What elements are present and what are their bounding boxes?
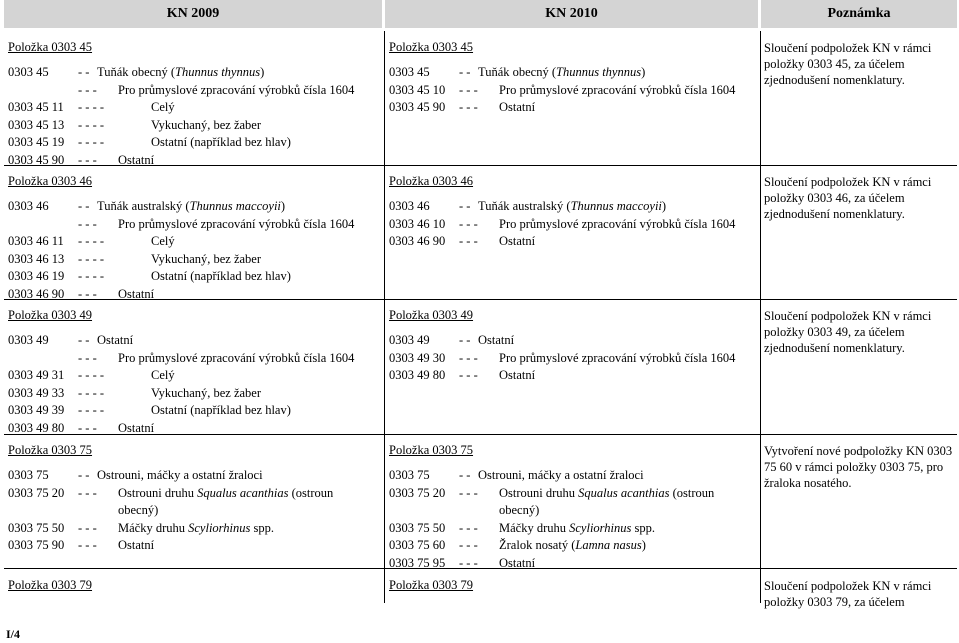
cn-code: 0303 75 50 [389, 520, 446, 535]
cn-code: 0303 75 95 [389, 555, 446, 570]
item-heading: Položka 0303 75 [389, 443, 474, 457]
description: Ostatní [499, 234, 536, 248]
cn-code: 0303 45 13 [8, 117, 65, 132]
level-dashes: - - [459, 65, 471, 79]
level-dashes: - - [459, 199, 471, 213]
cn-code: 0303 46 90 [8, 286, 65, 301]
cn-code: 0303 75 20 [8, 485, 65, 500]
cn-code: 0303 45 90 [389, 100, 446, 114]
level-dashes: - - [459, 333, 471, 347]
cn-code: 0303 49 80 [389, 368, 446, 382]
description: Pro průmyslové zpracování výrobků čísla 1604 [499, 216, 736, 231]
level-dashes: - - [78, 65, 90, 79]
cn-code: 0303 45 10 [389, 82, 446, 97]
cn-code: 0303 45 [8, 65, 49, 79]
item-heading: Položka 0303 45 [8, 40, 93, 54]
level-dashes: - - [78, 199, 90, 213]
level-dashes: - - - [459, 538, 478, 552]
cn-code: 0303 75 20 [389, 485, 446, 500]
description: Ostatní [499, 100, 536, 114]
level-dashes: - - - [78, 420, 97, 435]
remark-text: Vytvoření nové podpoložky KN 0303 75 60 v rámci položky 0303 75, pro žraloka nosatého. [764, 444, 953, 490]
description: Ostrouni druhu Squalus acanthias (ostroun [499, 485, 715, 500]
level-dashes: - - - - [78, 135, 105, 149]
header-note: Poznámka [761, 0, 957, 28]
description: Ostatní (například bez hlav) [151, 135, 291, 149]
description: Tuňák obecný (Thunnus thynnus) [97, 65, 265, 79]
level-dashes: - - [459, 468, 471, 482]
level-dashes: - - - - [78, 269, 105, 283]
description: Pro průmyslové zpracování výrobků čísla 1604 [118, 216, 355, 231]
level-dashes: - - - - [78, 234, 105, 248]
description: Tuňák obecný (Thunnus thynnus) [478, 65, 646, 79]
cn-code: 0303 75 90 [8, 538, 65, 552]
remark-text: Sloučení podpoložek KN v rámci položky 0303 79, za účelem [764, 579, 932, 609]
cn-code: 0303 45 11 [8, 100, 64, 114]
cn-code: 0303 46 [389, 199, 430, 213]
item-heading: Položka 0303 46 [389, 174, 474, 188]
cn-code: 0303 75 [389, 468, 430, 482]
column-divider [760, 31, 761, 603]
item-heading: Položka 0303 49 [389, 308, 474, 322]
level-dashes: - - - [78, 82, 97, 97]
description: Ostrouni druhu Squalus acanthias (ostroun [118, 485, 334, 500]
description: Vykuchaný, bez žaber [151, 117, 262, 132]
level-dashes: - - - [78, 350, 97, 365]
cn-code: 0303 49 39 [8, 403, 65, 417]
remark-text: Sloučení podpoložek KN v rámci položky 0303 49, za účelem zjednodušení nomenklatury. [764, 309, 932, 355]
level-dashes: - - - [78, 520, 97, 535]
level-dashes: - - - [459, 100, 478, 114]
level-dashes: - - - - [78, 385, 105, 400]
cn-code: 0303 46 [8, 199, 49, 213]
section-separator [4, 568, 957, 569]
level-dashes: - - - [459, 216, 478, 231]
level-dashes: - - - [459, 368, 478, 382]
description: Tuňák australský (Thunnus maccoyii) [97, 199, 286, 213]
header-kn2010: KN 2010 [385, 0, 758, 28]
description: Ostrouni, máčky a ostatní žraloci [97, 468, 263, 482]
description: Ostatní [118, 538, 155, 552]
description: Ostatní [118, 152, 155, 167]
item-heading: Položka 0303 75 [8, 443, 93, 457]
description: obecný) [118, 503, 159, 517]
description: Ostatní [97, 333, 134, 347]
description: Ostatní (například bez hlav) [151, 403, 291, 417]
description: Máčky druhu Scyliorhinus spp. [118, 520, 275, 535]
cn-code: 0303 46 10 [389, 216, 446, 231]
description: Tuňák australský (Thunnus maccoyii) [478, 199, 667, 213]
level-dashes: - - - [459, 520, 478, 535]
level-dashes: - - - [459, 555, 478, 570]
description: Celý [151, 368, 175, 382]
cn-code: 0303 49 33 [8, 385, 65, 400]
cn-code: 0303 49 [389, 333, 430, 347]
level-dashes: - - - - [78, 368, 105, 382]
description: Celý [151, 100, 175, 114]
cn-code: 0303 75 50 [8, 520, 65, 535]
remark-text: Sloučení podpoložek KN v rámci položky 0303 45, za účelem zjednodušení nomenklatury. [764, 41, 932, 87]
level-dashes: - - - [78, 485, 97, 500]
cn-code: 0303 75 [8, 468, 49, 482]
description: Ostatní [499, 368, 536, 382]
description: Ostatní [478, 333, 515, 347]
description: Ostatní [118, 420, 155, 435]
description: Pro průmyslové zpracování výrobků čísla 1604 [118, 82, 355, 97]
page-number: I/4 [6, 627, 21, 641]
cn-code: 0303 49 31 [8, 368, 65, 382]
description: Celý [151, 234, 175, 248]
header-kn2009: KN 2009 [4, 0, 382, 28]
description: obecný) [499, 503, 540, 517]
level-dashes: - - - [78, 216, 97, 231]
level-dashes: - - - - [78, 251, 105, 266]
cn-code: 0303 45 [389, 65, 430, 79]
item-heading: Položka 0303 79 [8, 578, 93, 592]
cn-code: 0303 46 11 [8, 234, 64, 248]
level-dashes: - - - - [78, 100, 105, 114]
cn-code: 0303 46 19 [8, 269, 65, 283]
cn-code: 0303 45 90 [8, 152, 65, 167]
cn-code: 0303 46 13 [8, 251, 65, 266]
level-dashes: - - - - [78, 117, 105, 132]
description: Ostatní [118, 286, 155, 301]
level-dashes: - - - [78, 538, 97, 552]
description: Vykuchaný, bez žaber [151, 251, 262, 266]
level-dashes: - - [78, 333, 90, 347]
description: Ostatní (například bez hlav) [151, 269, 291, 283]
level-dashes: - - - [459, 234, 478, 248]
cn-code: 0303 49 [8, 333, 49, 347]
cn-code: 0303 45 19 [8, 135, 65, 149]
item-heading: Položka 0303 49 [8, 308, 93, 322]
column-divider [384, 31, 385, 603]
description: Ostrouni, máčky a ostatní žraloci [478, 468, 644, 482]
description: Ostatní [499, 555, 536, 570]
cn-code: 0303 75 60 [389, 538, 446, 552]
level-dashes: - - - [459, 350, 478, 365]
description: Pro průmyslové zpracování výrobků čísla 1604 [499, 350, 736, 365]
level-dashes: - - - [78, 152, 97, 167]
item-heading: Položka 0303 46 [8, 174, 93, 188]
level-dashes: - - - [78, 286, 97, 301]
level-dashes: - - - - [78, 403, 105, 417]
cn-code: 0303 49 30 [389, 350, 446, 365]
level-dashes: - - - [459, 82, 478, 97]
item-heading: Položka 0303 45 [389, 40, 474, 54]
level-dashes: - - [78, 468, 90, 482]
description: Vykuchaný, bez žaber [151, 385, 262, 400]
description: Žralok nosatý (Lamna nasus) [499, 538, 646, 552]
description: Pro průmyslové zpracování výrobků čísla 1604 [118, 350, 355, 365]
description: Máčky druhu Scyliorhinus spp. [499, 520, 656, 535]
item-heading: Položka 0303 79 [389, 578, 474, 592]
cn-code: 0303 46 90 [389, 234, 446, 248]
description: Pro průmyslové zpracování výrobků čísla 1604 [499, 82, 736, 97]
remark-text: Sloučení podpoložek KN v rámci položky 0303 46, za účelem zjednodušení nomenklatury. [764, 175, 932, 221]
cn-code: 0303 49 80 [8, 420, 65, 435]
level-dashes: - - - [459, 485, 478, 500]
